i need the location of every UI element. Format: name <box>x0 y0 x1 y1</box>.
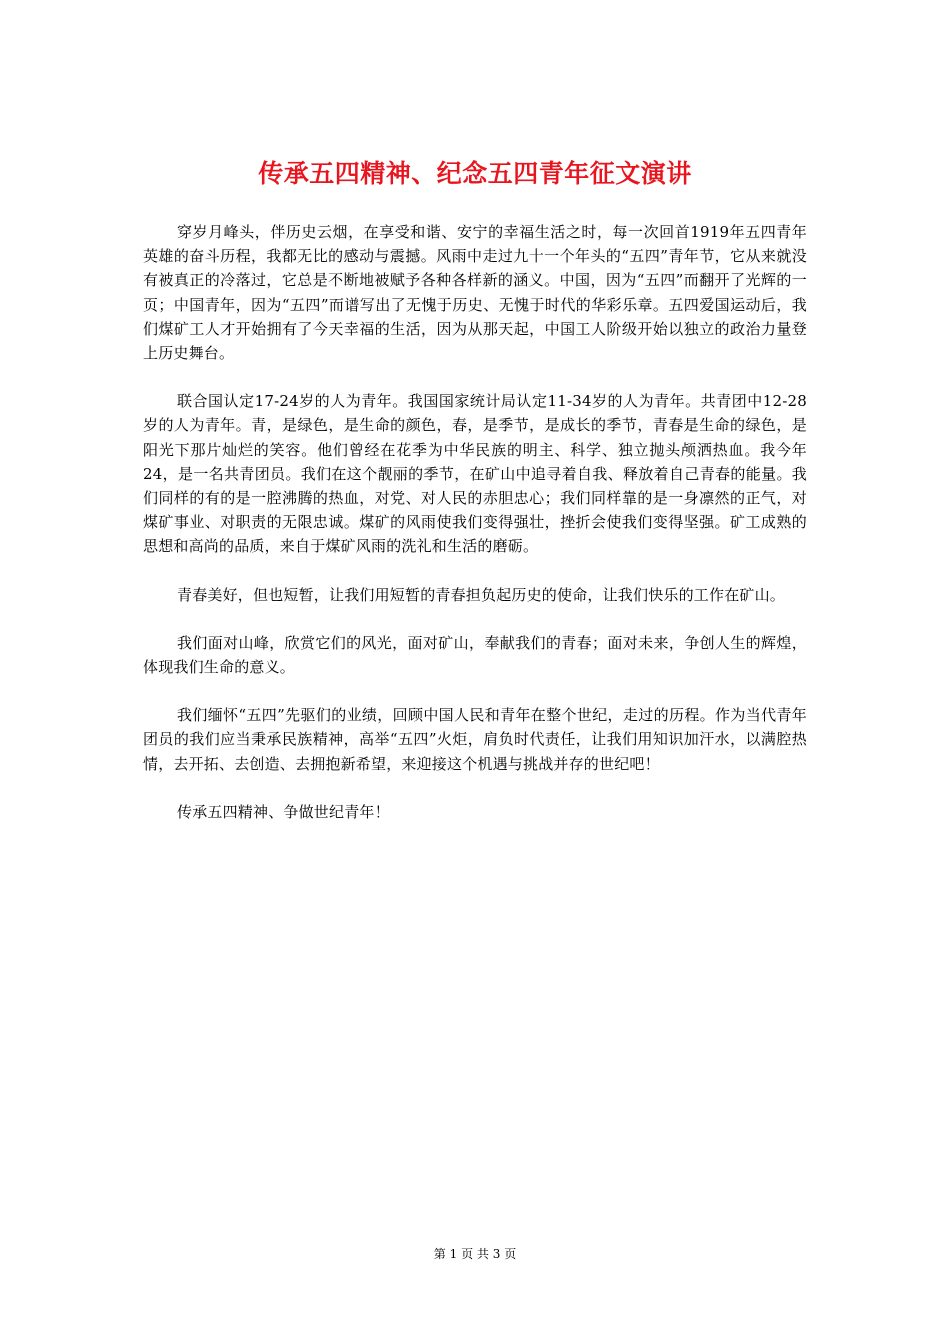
footer-current-page: 1 <box>449 1247 458 1261</box>
footer-middle: 页 共 <box>461 1247 489 1261</box>
footer-total-pages: 3 <box>492 1247 501 1261</box>
footer-suffix: 页 <box>504 1247 517 1261</box>
footer-prefix: 第 <box>433 1247 446 1261</box>
paragraph: 穿岁月峰头，伴历史云烟，在享受和谐、安宁的幸福生活之时，每一次回首1919年五四青年英雄的奋斗历程，我都无比的感动与震撼。风雨中走过九十一个年头的“五四”青年节，它从来就没有被真正的冷落过，它总是不断地被赋予各种各样新的涵义。中国，因为“五四”而翻开了光辉的一页；中国青年，因为“五四”而谱写出了无愧于历史、无愧于时代的华彩乐章。五四爱国运动后，我们煤矿工人才开始拥有了今天幸福的生活，因为从那天起，中国工人阶级开始以独立的政治力量登上历史舞台。 <box>143 223 807 363</box>
paragraph: 我们面对山峰，欣赏它们的风光，面对矿山，奉献我们的青春；面对未来，争创人生的辉煌，体现我们生命的意义。 <box>143 633 807 677</box>
paragraph: 联合国认定17-24岁的人为青年。我国国家统计局认定11-34岁的人为青年。共青团中12-28岁的人为青年。青，是绿色，是生命的颜色，春，是季节，是成长的季节，青春是生命的绿色，是阳光下那片灿烂的笑容。他们曾经在花季为中华民族的明主、科学、独立抛头颅洒热血。我今年24，是一名共青团员。我们在这个靓丽的季节，在矿山中追寻着自我、释放着自己青春的能量。我们同样的有的是一腔沸腾的热血，对党、对人民的赤胆忠心；我们同样靠的是一身凛然的正气，对煤矿事业、对职责的无限忠诚。煤矿的风雨使我们变得强壮，挫折会使我们变得坚强。矿工成熟的思想和高尚的品质，来自于煤矿风雨的洗礼和生活的磨砺。 <box>143 392 807 556</box>
paragraph: 青春美好，但也短暂，让我们用短暂的青春担负起历史的使命，让我们快乐的工作在矿山。 <box>177 585 786 604</box>
paragraph: 我们缅怀“五四”先驱们的业绩，回顾中国人民和青年在整个世纪，走过的历程。作为当代青年团员的我们应当秉承民族精神，高举“五四”火炬，肩负时代责任，让我们用知识加汗水，以满腔热情，去开拓、去创造、去拥抱新希望，来迎接这个机遇与挑战并存的世纪吧！ <box>143 706 807 773</box>
page-footer <box>0 1246 950 1262</box>
document-title: 传承五四精神、纪念五四青年征文演讲 <box>258 159 692 188</box>
document-body <box>143 220 807 848</box>
paragraph: 传承五四精神、争做世纪青年！ <box>177 802 390 821</box>
